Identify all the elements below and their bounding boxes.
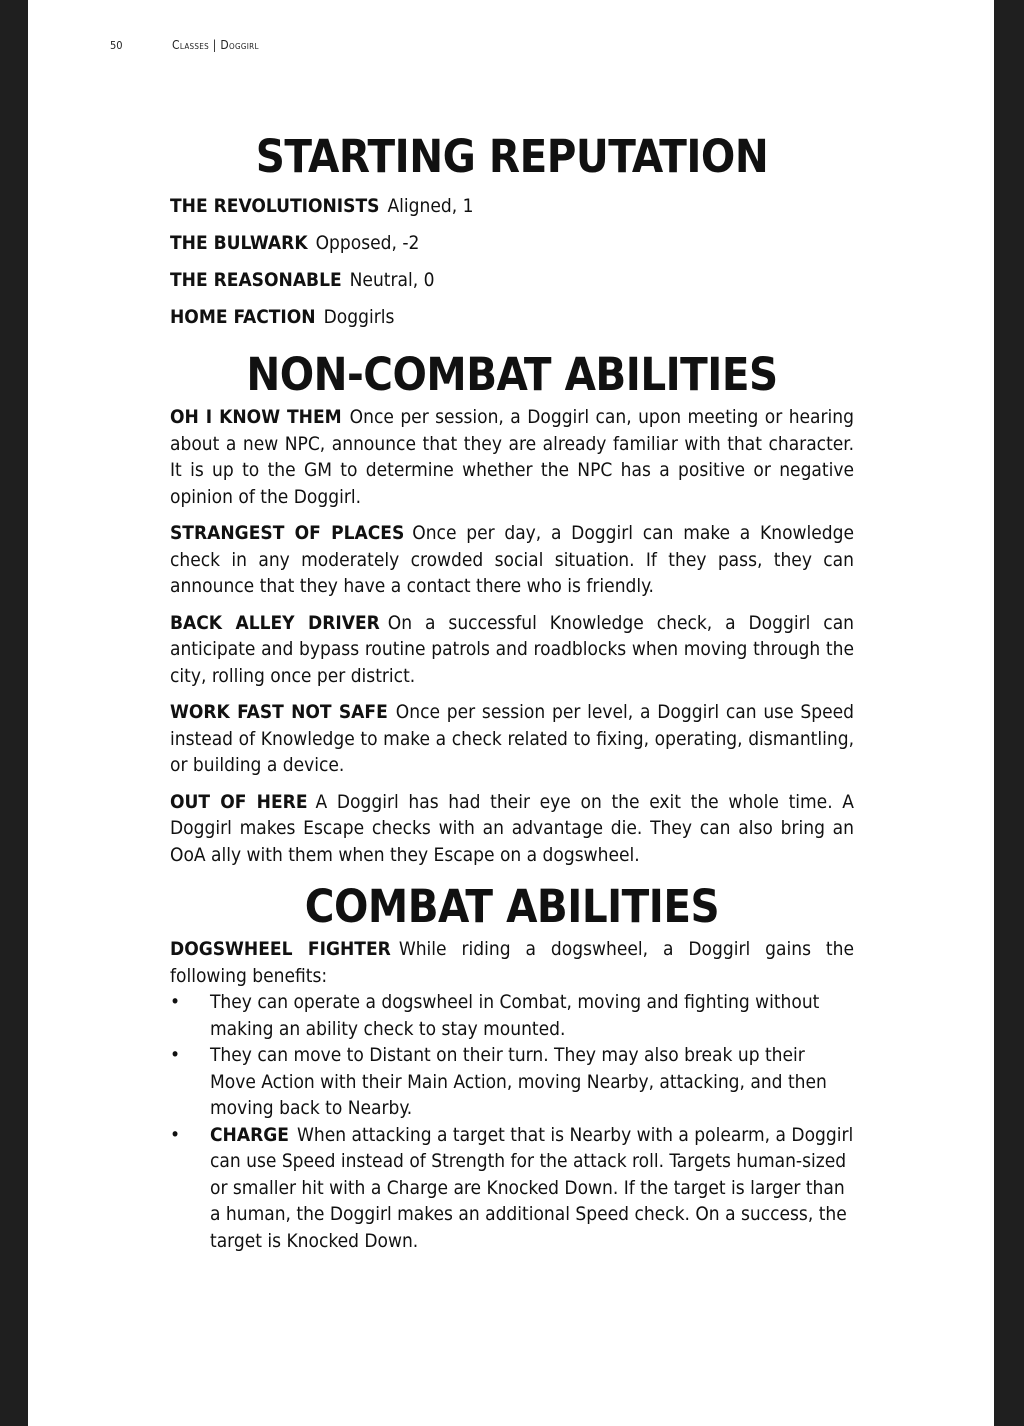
faction-value: Neutral, 0 — [349, 269, 435, 291]
ability-paragraph — [170, 520, 854, 600]
page-header — [28, 37, 994, 57]
section-heading-combat-abilities: COMBAT ABILITIES — [304, 880, 720, 933]
bullet-icon: • — [170, 1123, 181, 1146]
ability-text: While riding a dogswheel, a Doggirl gains the following benefits: — [170, 938, 854, 987]
ability-text: A Doggirl has had their eye on the exit the whole time. A Doggirl makes Escape checks with an advantage die. They can also bring an OoA ally with them when they Escape on a dogswheel. — [170, 790, 854, 866]
faction-value: Opposed, -2 — [315, 232, 420, 254]
running-head: Classes | Doggirl — [172, 38, 259, 52]
book-page — [28, 0, 994, 1426]
reputation-row — [170, 262, 854, 299]
benefit-text: They can operate a dogswheel in Combat, moving and fighting without making an ability check to stay mounted. — [210, 991, 820, 1040]
bullet-icon: • — [170, 991, 181, 1013]
section-heading-starting-reputation: STARTING REPUTATION — [255, 130, 769, 183]
ability-name: WORK FAST NOT SAFE — [170, 701, 388, 723]
reputation-row — [170, 188, 854, 225]
benefits-list — [170, 989, 854, 1254]
faction-label: HOME FACTION — [170, 306, 316, 328]
section-spacer — [170, 336, 854, 346]
ability-name: DOGSWHEEL FIGHTER — [170, 938, 391, 960]
starting-reputation-section — [170, 128, 854, 336]
ability-name: OUT OF HERE — [170, 790, 308, 813]
list-item — [170, 989, 854, 1042]
page-number: 50 — [110, 39, 123, 52]
faction-value: Doggirls — [323, 306, 395, 328]
benefit-name: CHARGE — [210, 1123, 289, 1146]
reputation-list — [170, 188, 854, 336]
ability-name: BACK ALLEY DRIVER — [170, 611, 380, 634]
ability-paragraph — [170, 610, 854, 690]
ability-name: STRANGEST OF PLACES — [170, 522, 405, 544]
list-item — [170, 1042, 854, 1122]
ability-name: OH I KNOW THEM — [170, 406, 342, 428]
section-spacer — [170, 868, 854, 878]
faction-label: THE BULWARK — [170, 232, 308, 254]
ability-paragraph — [170, 699, 854, 779]
benefit-text: They can move to Distant on their turn. They may also break up their Move Action with their Main Action, moving Nearby, attacking, and then moving back to Nearby. — [210, 1044, 827, 1119]
faction-label: THE REASONABLE — [170, 269, 342, 291]
list-item — [170, 1122, 854, 1255]
ability-text: Once per day, a Doggirl can make a Knowledge check in any moderately crowded social situation. If they pass, they can announce that they have a contact there who is friendly. — [170, 522, 855, 597]
ability-paragraph — [170, 404, 854, 510]
ability-text: On a successful Knowledge check, a Doggirl can anticipate and bypass routine patrols and roadblocks when moving through the city, rolling once per district. — [170, 611, 854, 687]
benefit-text: When attacking a target that is Nearby with a polearm, a Doggirl can use Speed instead of Strength for the attack roll. Targets human-sized or smaller hit with a Charge are Knocked Down. If the target is larger than a human, the Doggirl makes an additional Speed check. On a success, the target is Knocked Down. — [210, 1123, 854, 1252]
bullet-icon: • — [170, 1044, 181, 1066]
ability-paragraph — [170, 936, 854, 989]
page-content — [170, 128, 854, 1254]
faction-value: Aligned, 1 — [387, 195, 474, 217]
reputation-row — [170, 299, 854, 336]
combat-abilities-section — [170, 878, 854, 1254]
non-combat-abilities-section — [170, 346, 854, 868]
section-heading-non-combat-abilities: NON-COMBAT ABILITIES — [246, 348, 778, 401]
ability-paragraph — [170, 789, 854, 869]
ability-text: Once per session, a Doggirl can, upon meeting or hearing about a new NPC, announce that they are already familiar with that character. It is up to the GM to determine whether the NPC has a positive or negative opinion of the Doggirl. — [170, 406, 854, 508]
ability-text: Once per session per level, a Doggirl can use Speed instead of Knowledge to make a check related to fixing, operating, dismantling, or building a device. — [170, 701, 854, 776]
faction-label: THE REVOLUTIONISTS — [170, 195, 380, 217]
reputation-row — [170, 225, 854, 262]
